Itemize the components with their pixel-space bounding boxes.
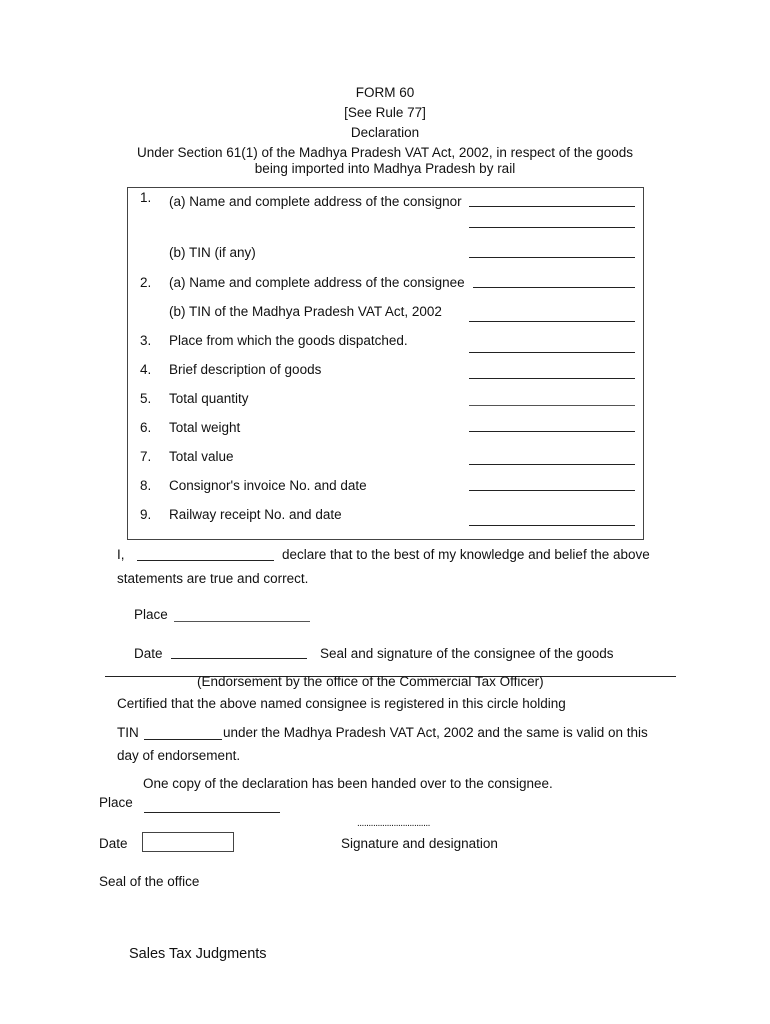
place-label: Place xyxy=(134,607,168,622)
item-label: Total value xyxy=(169,449,234,464)
item-label: (a) Name and complete address of the consignor xyxy=(169,194,462,209)
item-number: 5. xyxy=(140,391,152,406)
endorsement-place-field[interactable] xyxy=(144,812,280,813)
form-number: FORM 60 xyxy=(355,85,415,100)
signature-designation-label: Signature and designation xyxy=(341,836,498,851)
endorsement-date-label: Date xyxy=(99,836,128,851)
item-number: 9. xyxy=(140,507,152,522)
item-number: 6. xyxy=(140,420,152,435)
declaration-place-field[interactable] xyxy=(174,621,310,622)
rule-reference: [See Rule 77] xyxy=(344,105,426,120)
item-label: Railway receipt No. and date xyxy=(169,507,342,522)
endorsement-date-input[interactable] xyxy=(142,832,234,852)
invoice-number-field[interactable] xyxy=(469,490,635,491)
item-label: Consignor's invoice No. and date xyxy=(169,478,367,493)
consignee-tin-field[interactable] xyxy=(469,321,635,322)
goods-description-field[interactable] xyxy=(469,378,635,379)
endorsement-place-label: Place xyxy=(99,795,133,810)
consignor-address-field[interactable] xyxy=(469,227,635,228)
declaration-date-field[interactable] xyxy=(171,658,307,659)
item-label: Brief description of goods xyxy=(169,362,322,377)
endorsement-day-text: day of endorsement. xyxy=(117,748,241,763)
item-number: 8. xyxy=(140,478,152,493)
date-label: Date xyxy=(134,646,163,661)
item-label: (b) TIN of the Madhya Pradesh VAT Act, 2002 xyxy=(169,304,442,319)
item-number: 3. xyxy=(140,333,152,348)
certified-text: Certified that the above named consignee is registered in this circle holding xyxy=(117,696,566,711)
tin-label: TIN xyxy=(117,725,139,740)
declaration-prefix: I, xyxy=(117,547,125,562)
endorsement-tin-field[interactable] xyxy=(144,739,222,740)
consignor-name-field[interactable] xyxy=(469,206,635,207)
item-label: Total weight xyxy=(169,420,241,435)
item-number: 4. xyxy=(140,362,152,377)
total-quantity-field[interactable] xyxy=(469,405,635,406)
item-number: 1. xyxy=(140,190,152,205)
declaration-text-line1: declare that to the best of my knowledge and belief the above xyxy=(282,547,650,562)
consignee-name-field[interactable] xyxy=(473,287,635,288)
consignee-seal-signature-label: Seal and signature of the consignee of the goods xyxy=(320,646,614,661)
item-number: 2. xyxy=(140,275,152,290)
railway-receipt-field[interactable] xyxy=(469,525,635,526)
item-label: Total quantity xyxy=(169,391,249,406)
signature-dotted-line: ................................ xyxy=(357,818,430,829)
form-subtitle-line1: Under Section 61(1) of the Madhya Pradesh VAT Act, 2002, in respect of the goods xyxy=(136,145,634,160)
form-subtitle-line2: being imported into Madhya Pradesh by rail xyxy=(254,161,516,176)
total-value-field[interactable] xyxy=(469,464,635,465)
item-label: Place from which the goods dispatched. xyxy=(169,333,408,348)
copy-handed-text: One copy of the declaration has been handed over to the consignee. xyxy=(143,776,553,791)
declaration-text-line2: statements are true and correct. xyxy=(117,571,309,586)
item-number: 7. xyxy=(140,449,152,464)
item-label: (b) TIN (if any) xyxy=(169,245,256,260)
form-title: Declaration xyxy=(350,125,420,140)
tin-validity-text: under the Madhya Pradesh VAT Act, 2002 and the same is valid on this xyxy=(223,725,648,740)
item-label: (a) Name and complete address of the consignee xyxy=(169,275,465,290)
office-seal-label: Seal of the office xyxy=(99,874,200,889)
consignor-tin-field[interactable] xyxy=(469,257,635,258)
footer-source: Sales Tax Judgments xyxy=(129,946,267,962)
endorsement-heading: (Endorsement by the office of the Commercial Tax Officer) xyxy=(197,674,544,689)
declarant-name-field[interactable] xyxy=(137,560,274,561)
dispatch-place-field[interactable] xyxy=(469,352,635,353)
total-weight-field[interactable] xyxy=(469,431,635,432)
